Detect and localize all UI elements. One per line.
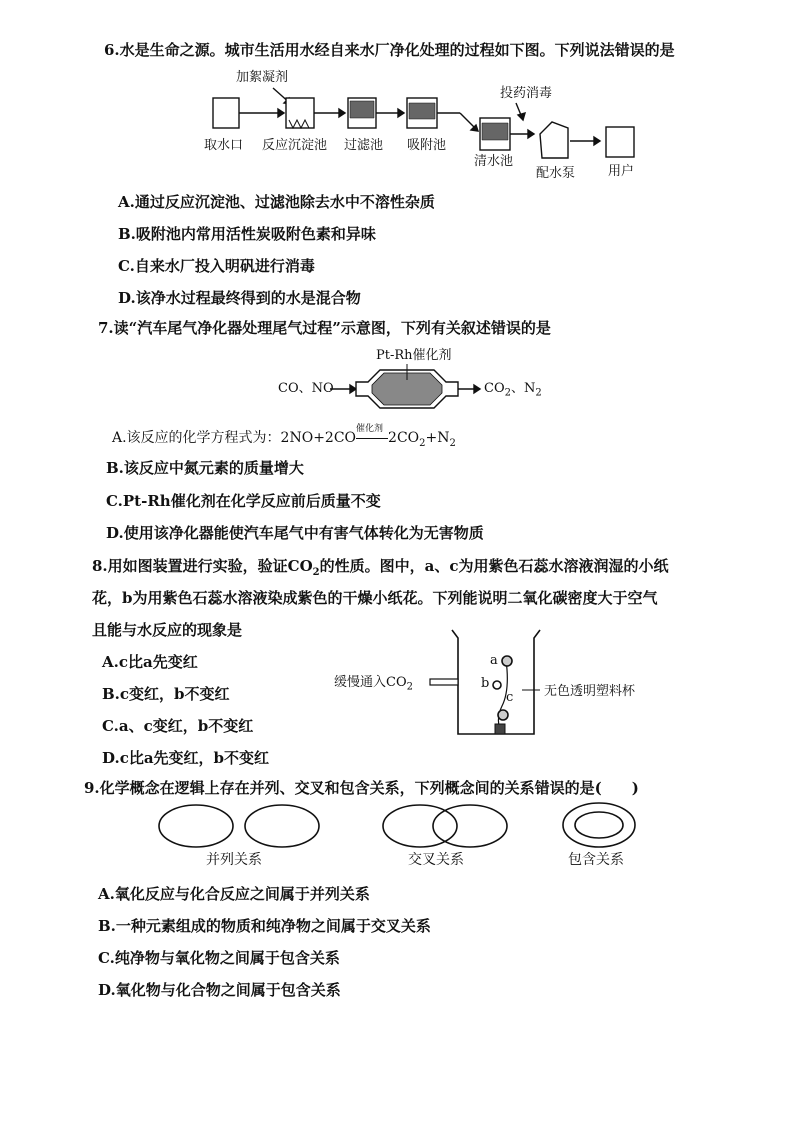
intake-box (213, 98, 239, 128)
inlet-gas-label: CO、NO (278, 381, 334, 396)
user-box (606, 127, 634, 157)
flower-c-label: c (506, 690, 514, 705)
q9-option-b: B.一种元素组成的物质和纯净物之间属于交叉关系 (98, 917, 431, 935)
relation-diagrams (159, 803, 635, 847)
parallel-label: 并列关系 (206, 852, 262, 868)
q8-stem-line3: 且能与水反应的现象是 (92, 621, 243, 639)
q6-option-d: D.该净水过程最终得到的水是混合物 (118, 289, 361, 307)
outlet-gas-label: $CO_2$、$N_2$ (484, 381, 542, 399)
user-label: 用户 (608, 164, 635, 179)
q8-stem-line1: 8.用如图装置进行实验，验证$CO_2$的性质。图中，a、c为用紫色石蕊水溶液润湿的小纸 (92, 557, 669, 578)
q6-option-c: C.自来水厂投入明矾进行消毒 (118, 257, 315, 275)
q7-option-d: D.使用该净化器能使汽车尾气中有害气体转化为无害物质 (106, 524, 484, 542)
catalyst-label: Pt-Rh催化剂 (376, 348, 452, 363)
sedimentation-label: 反应沉淀池 (262, 138, 328, 153)
cup-label: 无色透明塑料杯 (544, 684, 636, 699)
co2-inlet-pipe (430, 679, 458, 685)
q7-option-a: A.该反应的化学方程式为：2NO+2CO 催化剂 $2CO_2+N_2$ (112, 424, 456, 449)
q8-option-d: D.c比a先变红，b不变红 (102, 749, 270, 767)
pump-shape (540, 122, 568, 158)
clear-water-label: 清水池 (474, 154, 514, 169)
coagulant-label: 加絮凝剂 (236, 70, 289, 85)
q9-option-c: C.纯净物与氧化物之间属于包含关系 (98, 949, 340, 967)
catalytic-converter-diagram (330, 364, 480, 408)
contain-label: 包含关系 (568, 852, 624, 868)
q8-option-b: B.c变红，b不变红 (102, 685, 230, 703)
adsorption-label: 吸附池 (407, 138, 447, 153)
q6-stem: 6.水是生命之源。城市生活用水经自来水厂净化处理的过程如下图。下列说法错误的是 (104, 41, 675, 59)
intake-label: 取水口 (204, 138, 244, 153)
co2-inlet-label: 缓慢通入$CO_2$ (334, 675, 413, 693)
cross-label: 交叉关系 (408, 852, 464, 868)
q7-option-b: B.该反应中氮元素的质量增大 (106, 459, 304, 477)
flower-b-label: b (481, 676, 490, 691)
q9-stem: 9.化学概念在逻辑上存在并列、交叉和包含关系，下列概念间的关系错误的是( ) (84, 779, 639, 797)
disinfect-label: 投药消毒 (500, 86, 553, 101)
pump-label: 配水泵 (536, 166, 576, 181)
q9-option-d: D.氧化物与化合物之间属于包含关系 (98, 981, 341, 999)
q7-option-c: C.Pt-Rh催化剂在化学反应前后质量不变 (106, 492, 381, 510)
q8-option-a: A.c比a先变红 (102, 653, 198, 671)
flower-a-label: a (490, 653, 498, 668)
q8-stem-line2: 花，b为用紫色石蕊水溶液染成紫色的干燥小纸花。下列能说明二氧化碳密度大于空气 (92, 589, 658, 607)
q6-option-a: A.通过反应沉淀池、过滤池除去水中不溶性杂质 (118, 193, 435, 211)
filter-label: 过滤池 (344, 138, 384, 153)
q6-option-b: B.吸附池内常用活性炭吸附色素和异味 (118, 225, 376, 243)
q8-option-c: C.a、c变红，b不变红 (102, 717, 254, 735)
q7-stem: 7.读“汽车尾气净化器处理尾气过程”示意图，下列有关叙述错误的是 (98, 319, 551, 337)
q9-option-a: A.氧化反应与化合反应之间属于并列关系 (98, 885, 370, 903)
